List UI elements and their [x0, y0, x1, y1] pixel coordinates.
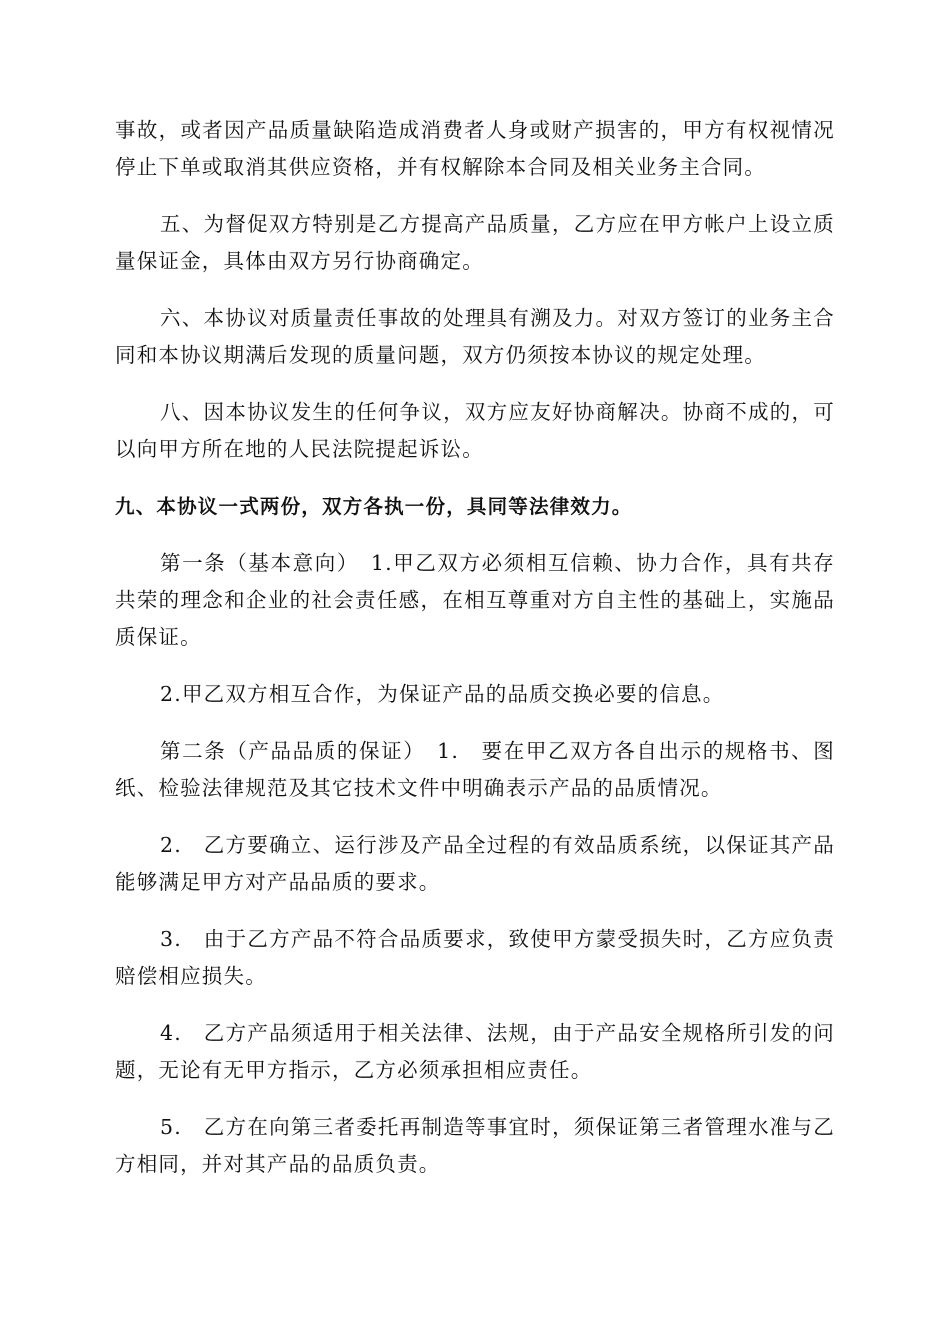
paragraph-article-2-item-4: 4. 乙方产品须适用于相关法律、法规，由于产品安全规格所引发的问题，无论有无甲方指示，乙方必须承担相应责任。	[115, 1021, 835, 1082]
paragraph-article-1-item-2: 2.甲乙双方相互合作，为保证产品的品质交换必要的信息。	[160, 682, 725, 706]
paragraph-clause-8: 八、因本协议发生的任何争议，双方应友好协商解决。协商不成的，可以向甲方所在地的人民法院提起诉讼。	[115, 400, 835, 461]
document-body	[115, 112, 835, 1203]
paragraph-continuation: 事故，或者因产品质量缺陷造成消费者人身或财产损害的，甲方有权视情况停止下单或取消其供应资格，并有权解除本合同及相关业务主合同。	[115, 118, 835, 179]
paragraph-article-2: 第二条（产品品质的保证） 1. 要在甲乙双方各自出示的规格书、图纸、检验法律规范及其它技术文件中明确表示产品的品质情况。	[115, 739, 835, 800]
paragraph-article-2-item-2: 2. 乙方要确立、运行涉及产品全过程的有效品质系统，以保证其产品能够满足甲方对产品品质的要求。	[115, 833, 835, 894]
paragraph-clause-9-heading: 九、本协议一式两份，双方各执一份，具同等法律效力。	[115, 495, 633, 518]
paragraph-clause-5: 五、为督促双方特别是乙方提高产品质量，乙方应在甲方帐户上设立质量保证金，具体由双方另行协商确定。	[115, 212, 835, 273]
paragraph-article-2-item-5: 5. 乙方在向第三者委托再制造等事宜时，须保证第三者管理水准与乙方相同，并对其产品的品质负责。	[115, 1115, 835, 1176]
paragraph-article-2-item-3: 3. 由于乙方产品不符合品质要求，致使甲方蒙受损失时，乙方应负责赔偿相应损失。	[115, 927, 835, 988]
paragraph-clause-6: 六、本协议对质量责任事故的处理具有溯及力。对双方签订的业务主合同和本协议期满后发现的质量问题，双方仍须按本协议的规定处理。	[115, 306, 835, 367]
paragraph-article-1: 第一条（基本意向） 1.甲乙双方必须相互信赖、协力合作，具有共存共荣的理念和企业的社会责任感，在相互尊重对方自主性的基础上，实施品质保证。	[115, 551, 835, 649]
